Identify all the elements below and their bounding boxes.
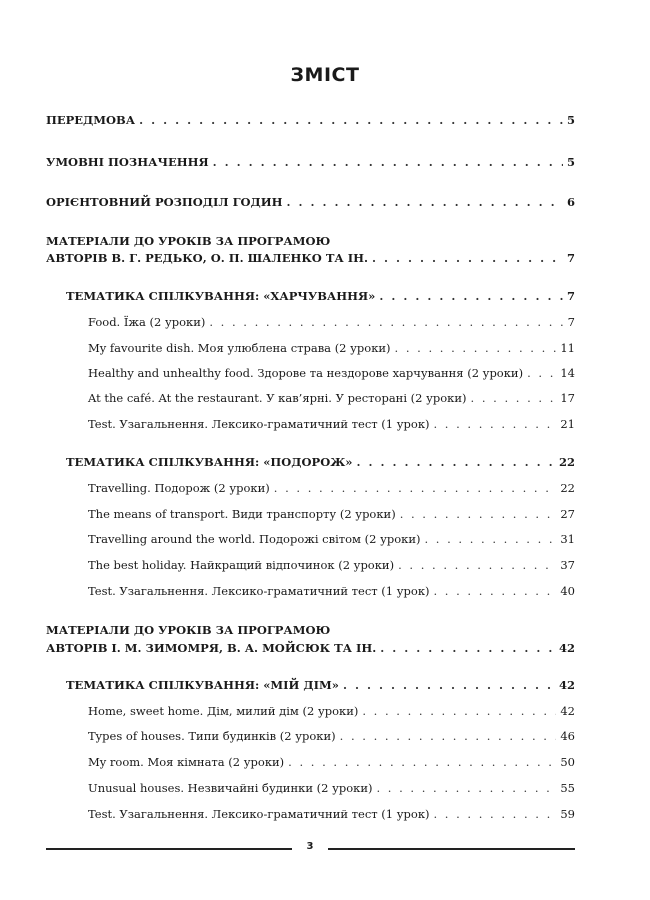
leader-dots bbox=[343, 678, 555, 692]
leader-dots bbox=[274, 481, 557, 495]
toc-entry-legend[interactable] bbox=[46, 155, 575, 169]
toc-page: 55 bbox=[560, 781, 575, 795]
leader-dots bbox=[434, 417, 557, 431]
toc-page: 50 bbox=[560, 755, 575, 769]
toc-page: 5 bbox=[566, 155, 575, 169]
page-number: 3 bbox=[306, 841, 314, 852]
toc-entry-lesson[interactable] bbox=[88, 391, 575, 405]
leader-dots bbox=[400, 507, 557, 521]
leader-dots bbox=[377, 781, 557, 795]
toc-page: 22 bbox=[560, 481, 575, 495]
toc-page: 46 bbox=[560, 729, 575, 743]
toc-label: The best holiday. Найкращий відпочинок (2 уроки) bbox=[88, 558, 395, 572]
toc-page: 42 bbox=[560, 704, 575, 718]
toc-page: 7 bbox=[566, 289, 575, 303]
toc-page: 7 bbox=[566, 251, 575, 265]
leader-dots bbox=[380, 641, 555, 655]
footer-rule-left bbox=[46, 848, 292, 850]
footer-rule-right bbox=[328, 848, 575, 850]
toc-label: Test. Узагальнення. Лексико-граматичний тест (1 урок) bbox=[88, 417, 430, 431]
toc-entry-lesson[interactable] bbox=[88, 729, 575, 743]
toc-entry-lesson[interactable] bbox=[88, 341, 575, 355]
leader-dots bbox=[398, 558, 556, 572]
leader-dots bbox=[139, 113, 563, 127]
toc-label: My favourite dish. Моя улюблена страва (2 уроки) bbox=[88, 341, 391, 355]
leader-dots bbox=[372, 251, 563, 265]
toc-page: 17 bbox=[560, 391, 575, 405]
toc-entry-food-topic[interactable] bbox=[66, 289, 575, 303]
toc-label: Test. Узагальнення. Лексико-граматичний тест (1 урок) bbox=[88, 807, 430, 821]
toc-entry-lesson[interactable] bbox=[88, 704, 575, 718]
toc-label: АВТОРІВ В. Г. РЕДЬКО, О. П. ШАЛЕНКО ТА ІН. bbox=[46, 251, 368, 265]
toc-entry-lesson[interactable] bbox=[88, 417, 575, 431]
leader-dots bbox=[362, 704, 556, 718]
leader-dots bbox=[424, 532, 556, 546]
leader-dots bbox=[395, 341, 557, 355]
toc-entry-lesson[interactable] bbox=[88, 315, 575, 329]
toc-label: УМОВНІ ПОЗНАЧЕННЯ bbox=[46, 155, 209, 169]
toc-label: Food. Їжа (2 уроки) bbox=[88, 315, 206, 329]
toc-label: ПЕРЕДМОВА bbox=[46, 113, 136, 127]
toc-page: 42 bbox=[558, 641, 575, 655]
toc-label: At the café. At the restaurant. У кав’ярні. У ресторані (2 уроки) bbox=[88, 391, 467, 405]
toc-label: Test. Узагальнення. Лексико-граматичний тест (1 урок) bbox=[88, 584, 430, 598]
toc-page: 27 bbox=[560, 507, 575, 521]
toc-label: Home, sweet home. Дім, милий дім (2 уроки) bbox=[88, 704, 359, 718]
toc-entry-lesson[interactable] bbox=[88, 558, 575, 572]
leader-dots bbox=[471, 391, 557, 405]
toc-entry-lesson[interactable] bbox=[88, 481, 575, 495]
toc-label: My room. Моя кімната (2 уроки) bbox=[88, 755, 285, 769]
toc-label: The means of transport. Види транспорту (2 уроки) bbox=[88, 507, 396, 521]
toc-page: 21 bbox=[560, 417, 575, 431]
leader-dots bbox=[379, 289, 563, 303]
toc-page: 14 bbox=[560, 366, 575, 380]
toc-label: ТЕМАТИКА СПІЛКУВАННЯ: «ПОДОРОЖ» bbox=[66, 455, 353, 469]
toc-entry-lesson[interactable] bbox=[88, 781, 575, 795]
toc-page: 22 bbox=[558, 455, 575, 469]
leader-dots bbox=[286, 195, 563, 209]
toc-entry-hours[interactable] bbox=[46, 195, 575, 209]
toc-entry-part2[interactable] bbox=[46, 641, 575, 655]
toc-entry-lesson[interactable] bbox=[88, 507, 575, 521]
toc-label: Travelling. Подорож (2 уроки) bbox=[88, 481, 270, 495]
leader-dots bbox=[213, 155, 563, 169]
toc-label: Unusual houses. Незвичайні будинки (2 уроки) bbox=[88, 781, 373, 795]
toc-entry-lesson[interactable] bbox=[88, 584, 575, 598]
toc-page: 5 bbox=[566, 113, 575, 127]
leader-dots bbox=[434, 807, 557, 821]
toc-entry-lesson[interactable] bbox=[88, 755, 575, 769]
page-title: ЗМІСТ bbox=[290, 64, 360, 86]
toc-label: Types of houses. Типи будинків (2 уроки) bbox=[88, 729, 336, 743]
leader-dots bbox=[527, 366, 556, 380]
toc-label: ТЕМАТИКА СПІЛКУВАННЯ: «МІЙ ДІМ» bbox=[66, 678, 339, 692]
toc-label: Travelling around the world. Подорожі світом (2 уроки) bbox=[88, 532, 421, 546]
toc-entry-travel-topic[interactable] bbox=[66, 455, 575, 469]
toc-page: 7 bbox=[567, 315, 575, 329]
toc-page: 37 bbox=[560, 558, 575, 572]
toc-page: 11 bbox=[560, 341, 575, 355]
leader-dots bbox=[340, 729, 557, 743]
toc-page: 6 bbox=[566, 195, 575, 209]
toc-label: ТЕМАТИКА СПІЛКУВАННЯ: «ХАРЧУВАННЯ» bbox=[66, 289, 376, 303]
toc-page: 59 bbox=[560, 807, 575, 821]
toc-label: Healthy and unhealthy food. Здорове та нездорове харчування (2 уроки) bbox=[88, 366, 524, 380]
toc-label: ОРІЄНТОВНИЙ РОЗПОДІЛ ГОДИН bbox=[46, 195, 283, 209]
toc-entry-lesson[interactable] bbox=[88, 532, 575, 546]
toc-entry-preface[interactable] bbox=[46, 113, 575, 127]
toc-entry-lesson[interactable] bbox=[88, 807, 575, 821]
toc-entry-part1[interactable] bbox=[46, 251, 575, 265]
part1-heading-line1: МАТЕРІАЛИ ДО УРОКІВ ЗА ПРОГРАМОЮ bbox=[46, 234, 331, 248]
leader-dots bbox=[356, 455, 555, 469]
leader-dots bbox=[288, 755, 556, 769]
toc-page: 42 bbox=[558, 678, 575, 692]
toc-page: 31 bbox=[560, 532, 575, 546]
part2-heading-line1: МАТЕРІАЛИ ДО УРОКІВ ЗА ПРОГРАМОЮ bbox=[46, 623, 331, 637]
leader-dots bbox=[434, 584, 557, 598]
toc-entry-lesson[interactable] bbox=[88, 366, 575, 380]
toc-page: 40 bbox=[560, 584, 575, 598]
toc-label: АВТОРІВ І. М. ЗИМОМРЯ, В. А. МОЙСЮК ТА ІН. bbox=[46, 641, 377, 655]
leader-dots bbox=[209, 315, 563, 329]
toc-entry-home-topic[interactable] bbox=[66, 678, 575, 692]
